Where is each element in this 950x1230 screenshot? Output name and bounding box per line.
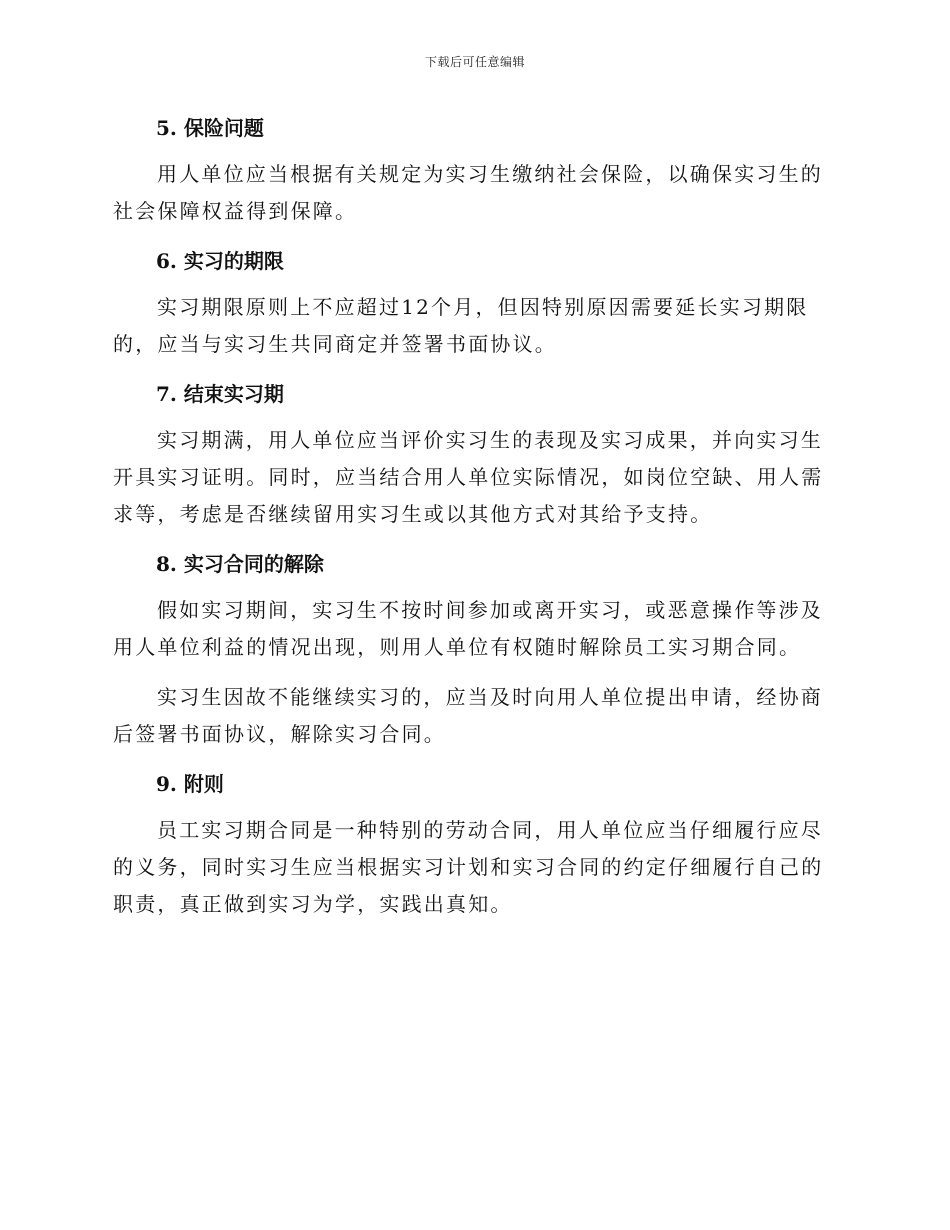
section-heading-internship-term: 6. 实习的期限 <box>156 249 284 273</box>
page-header: 下载后可任意编辑 <box>424 55 525 69</box>
section-heading-end-of-internship: 7. 结束实习期 <box>156 382 284 406</box>
paragraph-insurance: 用人单位应当根据有关规定为实习生缴纳社会保险，以确保实习生的社会保障权益得到保障。 <box>113 162 823 223</box>
section-heading-contract-termination: 8. 实习合同的解除 <box>156 552 324 576</box>
paragraph-internship-term: 实习期限原则上不应超过12个月，但因特别原因需要延长实习期限的，应当与实习生共同商定并签署书面协议。 <box>113 295 809 356</box>
document-body <box>113 110 835 936</box>
paragraph-contract-termination-2: 实习生因故不能继续实习的，应当及时向用人单位提出申请，经协商后签署书面协议，解除实习合同。 <box>113 685 823 746</box>
paragraph-end-of-internship: 实习期满，用人单位应当评价实习生的表现及实习成果，并向实习生开具实习证明。同时，应当结合用人单位实际情况，如岗位空缺、用人需求等，考虑是否继续留用实习生或以其他方式对其给予支持。 <box>113 428 824 526</box>
section-heading-insurance: 5. 保险问题 <box>156 116 264 140</box>
paragraph-supplementary-provisions: 员工实习期合同是一种特别的劳动合同，用人单位应当仔细履行应尽的义务，同时实习生应当根据实习计划和实习合同的约定仔细履行自己的职责，真正做到实习为学，实践出真知。 <box>113 818 824 916</box>
section-heading-supplementary-provisions: 9. 附则 <box>156 772 224 796</box>
paragraph-contract-termination-1: 假如实习期间，实习生不按时间参加或离开实习，或恶意操作等涉及用人单位利益的情况出现，则用人单位有权随时解除员工实习期合同。 <box>113 598 823 659</box>
